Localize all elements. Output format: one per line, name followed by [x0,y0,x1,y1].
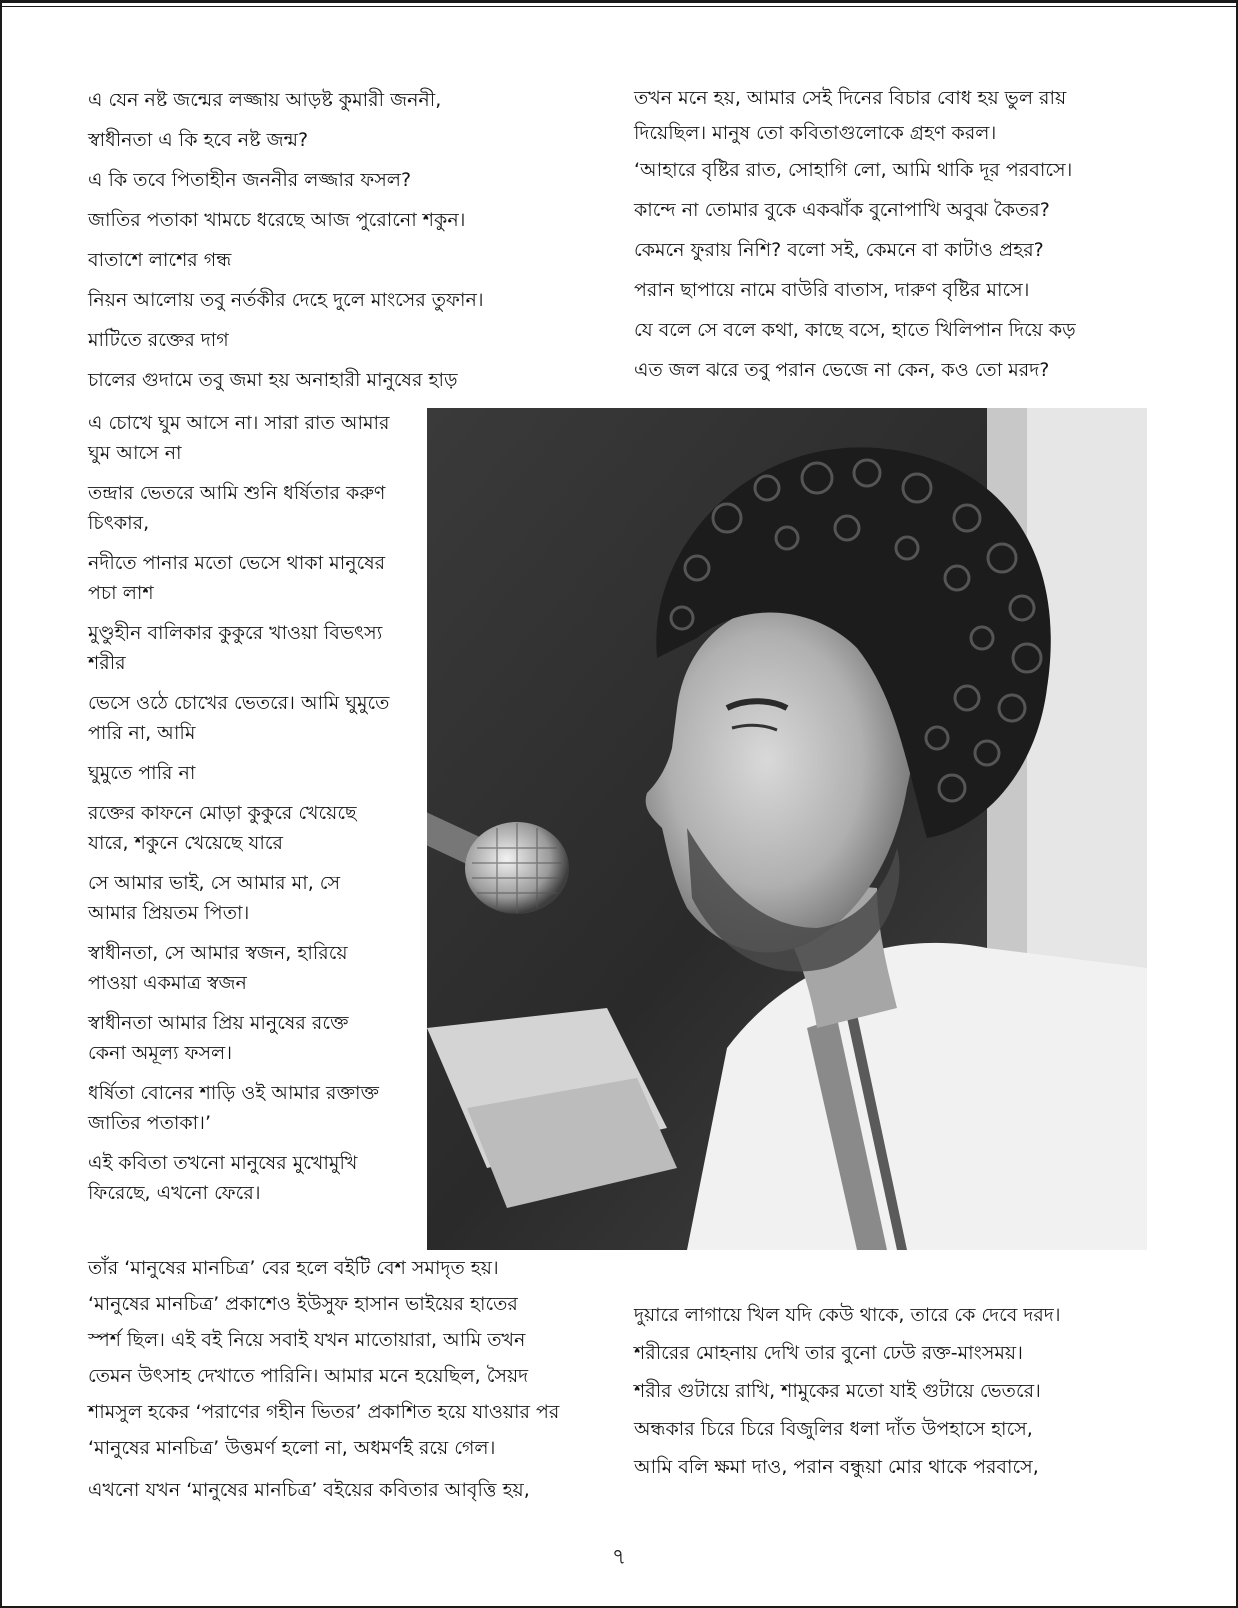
stanza-line: পারি না, আমি [88,722,196,744]
poem-line: এ কি তবে পিতাহীন জননীর লজ্জার ফসল? [88,169,412,191]
prose-line: তাঁর ‘মানুষের মানচিত্র’ বের হলে বইটি বেশ সমাদৃত হয়। [88,1257,499,1279]
stanza-line: স্বাধীনতা, সে আমার স্বজন, হারিয়ে [88,942,348,964]
stanza-line: চিৎকার, [88,512,150,534]
stanza-line: রক্তের কাফনে মোড়া কুকুরে খেয়েছে [88,802,357,824]
poem-line: শরীরের মোহনায় দেখি তার বুনো ঢেউ রক্ত-মাংসময়। [634,1342,1023,1364]
stanza-line: এ চোখে ঘুম আসে না। সারা রাত আমার [88,412,390,434]
poem-line: অন্ধকার চিরে চিরে বিজুলির ধলা দাঁত উপহাসে হাসে, [634,1418,1033,1440]
page-border-top [0,0,1238,3]
stanza-line: মুণ্ডুহীন বালিকার কুকুরে খাওয়া বিভৎস্য [88,622,383,644]
stanza-line: কেনা অমূল্য ফসল। [88,1042,232,1064]
page-number: ৭ [611,1545,627,1570]
stanza-line: আমার প্রিয়তম পিতা। [88,902,250,924]
prose-line: তেমন উৎসাহ দেখাতে পারিনি। আমার মনে হয়েছিল, সৈয়দ [88,1365,529,1387]
stanza [88,408,418,468]
stanza-line: নদীতে পানার মতো ভেসে থাকা মানুষের [88,552,386,574]
stanza-line: স্বাধীনতা আমার প্রিয় মানুষের রক্তে [88,1012,349,1034]
stanza [88,1008,418,1068]
stanza [88,1148,418,1208]
poem-column-top-left [88,80,608,400]
prose-line: তখন মনে হয়, আমার সেই দিনের বিচার বোধ হয় ভুল রায় [634,87,1067,109]
prose-line: শামসুল হকের ‘পরাণের গহীন ভিতর’ প্রকাশিত হয়ে যাওয়ার পর [88,1401,560,1423]
stanza [88,618,418,678]
stanza-line: ঘুম আসে না [88,442,182,464]
poem-line: জাতির পতাকা খামচে ধরেছে আজ পুরোনো শকুন। [88,209,466,231]
stanza-line: সে আমার ভাই, সে আমার মা, সে [88,872,341,894]
poem-line: মাটিতে রক্তের দাগ [88,329,229,351]
poem-line: দুয়ারে লাগায়ে খিল যদি কেউ থাকে, তারে কে দেবে দরদ। [634,1304,1061,1326]
prose-column-bottom-left [88,1250,600,1508]
stanza-line: ধর্ষিতা বোনের শাড়ি ওই আমার রক্তাক্ত [88,1082,379,1104]
stanza-line: ফিরেছে, এখনো ফেরে। [88,1182,261,1204]
stanza [88,478,418,538]
stanza-line: জাতির পতাকা।’ [88,1112,211,1134]
prose-line: এখনো যখন ‘মানুষের মানচিত্র’ বইয়ের কবিতার আবৃত্তি হয়, [88,1479,530,1501]
stanza [88,938,418,998]
poem-column-bottom-right [634,1296,1154,1486]
poem-column-middle-left [88,408,418,1218]
poem-line: আমি বলি ক্ষমা দাও, পরান বন্ধুয়া মোর থাকে পরবাসে, [634,1456,1039,1478]
poem-line: পরান ছাপায়ে নামে বাউরি বাতাস, দারুণ বৃষ্টির মাসে। [634,279,1030,301]
stanza-line: যারে, শকুনে খেয়েছে যারে [88,832,283,854]
prose-line: ‘মানুষের মানচিত্র’ প্রকাশেও ইউসুফ হাসান ভাইয়ের হাতের [88,1293,518,1315]
poem-line: যে বলে সে বলে কথা, কাছে বসে, হাতে খিলিপান দিয়ে কড় [634,319,1076,341]
stanza [88,758,418,788]
poem-line: ‘আহারে বৃষ্টির রাত, সোহাগি লো, আমি থাকি দূর পরবাসে। [634,159,1073,181]
stanza [88,548,418,608]
page-border-top-inner [0,6,1238,7]
stanza [88,798,418,858]
poem-line: কেমনে ফুরায় নিশি? বলো সই, কেমনে বা কাটাও প্রহর? [634,239,1044,261]
poem-line: বাতাশে লাশের গন্ধ [88,249,232,271]
stanza-line: ভেসে ওঠে চোখের ভেতরে। আমি ঘুমুতে [88,692,390,714]
text-column-top-right [634,80,1154,390]
stanza-line: শরীর [88,652,126,674]
poem-line: স্বাধীনতা এ কি হবে নষ্ট জন্ম? [88,129,309,151]
poem-line: নিয়ন আলোয় তবু নর্তকীর দেহে দুলে মাংসের তুফান। [88,289,484,311]
prose-line: ‘মানুষের মানচিত্র’ উত্তমর্ণ হলো না, অধমর্ণই রয়ে গেল। [88,1437,496,1459]
stanza [88,688,418,748]
stanza [88,868,418,928]
poem-line: চালের গুদামে তবু জমা হয় অনাহারী মানুষের হাড় [88,369,458,391]
stanza-line: পাওয়া একমাত্র স্বজন [88,972,247,994]
prose-line: দিয়েছিল। মানুষ তো কবিতাগুলোকে গ্রহণ করল। [634,122,997,144]
stanza [88,1078,418,1138]
poem-line: শরীর গুটায়ে রাখি, শামুকের মতো যাই গুটায়ে ভেতরে। [634,1380,1041,1402]
poem-line: এ যেন নষ্ট জন্মের লজ্জায় আড়ষ্ট কুমারী জননী, [88,89,442,111]
poem-line: এত জল ঝরে তবু পরান ভেজে না কেন, কও তো মরদ? [634,359,1050,381]
stanza-line: ঘুমুতে পারি না [88,762,196,784]
stanza-line: এই কবিতা তখনো মানুষের মুখোমুখি [88,1152,358,1174]
stanza-line: পচা লাশ [88,582,154,604]
page-border-left [0,0,2,1608]
portrait-photo [427,408,1147,1250]
poem-line: কান্দে না তোমার বুকে একঝাঁক বুনোপাখি অবুঝ কৈতর? [634,199,1050,221]
stanza-line: তন্দ্রার ভেতরে আমি শুনি ধর্ষিতার করুণ [88,482,386,504]
prose-line: স্পর্শ ছিল। এই বই নিয়ে সবাই যখন মাতোয়ারা, আমি তখন [88,1329,526,1351]
